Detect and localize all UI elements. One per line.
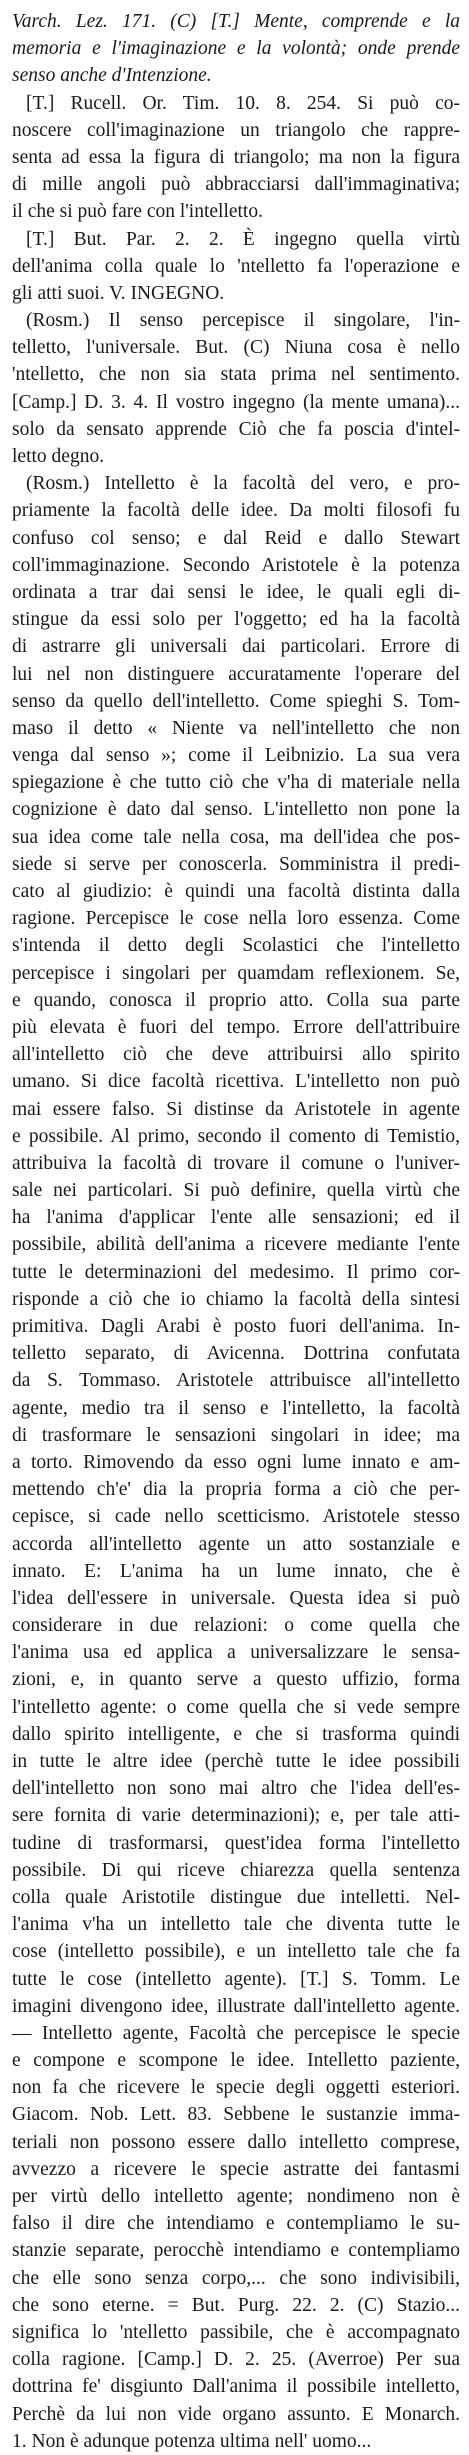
text-line: (Rosm.) Intelletto è la facoltà del vero, e pro-: [26, 473, 460, 495]
text-line: imagini divengono idee, illustrate dall'intelletto agente.: [12, 1995, 460, 2017]
text-line: venga dal senso »; come il Leibnizio. La sua vera: [12, 745, 460, 767]
text-line: in tutte le altre idee (perchè tutte le idee possibili: [12, 1751, 460, 1772]
text-line: che elle sono senza corpo,... che sono indivisibili,: [12, 2267, 460, 2289]
text-line: colla ragione. [Camp.] D. 2. 25. (Averroe) Per sua: [12, 2349, 460, 2371]
text-line: [Camp.] D. 3. 4. Il vostro ingegno (la mente umana)...: [12, 391, 460, 413]
text-line: senso anche d'Intenzione.: [12, 65, 212, 87]
text-line: l'idea dell'essere in universale. Questa idea si può: [12, 1587, 460, 1609]
text-line: di trasformare le sensazioni singolari in idee; ma: [12, 1424, 460, 1446]
text-line: risponde a ciò che io chiamo la facoltà della sintesi: [12, 1288, 460, 1310]
text-line: possibile, abilità dell'anima a ricevere mediante l'ente: [12, 1234, 460, 1256]
text-line: Perchè da lui non vide organo assunto. E Monarch.: [12, 2403, 460, 2425]
text-line: memoria e l'imaginazione e la volontà; onde prende: [12, 38, 460, 60]
text-line: telletto, l'universale. But. (C) Niuna cosa è nello: [12, 337, 460, 359]
text-line: mai essere falso. Si distinse da Aristotele in agente: [12, 1098, 460, 1120]
text-line: tudine di trasformarsi, quest'idea forma l'intelletto: [12, 1832, 460, 1854]
text-line: ragione. Percepisce le cose nella loro essenza. Come: [12, 908, 460, 930]
text-line: e compone e scompone le idee. Intelletto paziente,: [12, 2050, 460, 2072]
text-line: siede si serve per conoscerla. Somministra il predi-: [12, 853, 460, 875]
text-line: sale nei particolari. Si può definire, quella virtù che: [12, 1180, 460, 1202]
text-line: tutte le determinazioni del medesimo. Il primo cor-: [12, 1261, 460, 1283]
text-line: e possibile. Al primo, secondo il comento di Temistio,: [12, 1125, 460, 1147]
text-line: che sono eterne. = But. Purg. 22. 2. (C) Stazio...: [12, 2294, 460, 2316]
text-line: primitiva. Dagli Arabi è posto fuori dell'anima. In-: [12, 1316, 460, 1337]
text-line: noscere coll'imaginazione un triangolo che rappre-: [12, 119, 460, 141]
text-line: senta ad essa la figura di triangolo; ma non la figura: [12, 146, 460, 168]
text-line: teriali non possono essere dallo intelletto comprese,: [12, 2131, 460, 2153]
text-line: telletto separato, di Avicenna. Dottrina confutata: [12, 1343, 460, 1365]
text-line: colla quale Aristotile distingue due intelletti. Nel-: [12, 1886, 460, 1908]
text-line: per virtù dello intelletto agente; nondimeno non è: [12, 2186, 460, 2207]
text-line: stingue da essi solo per l'oggetto; ed ha la facoltà: [12, 609, 460, 631]
text-line: spiegazione è che tutto ciò che v'ha di materiale nella: [12, 772, 460, 794]
text-line: ordinata a trar dai sensi le idee, le quali egli di-: [12, 581, 460, 603]
text-line: sere fornita di varie determinazioni); e, per tale atti-: [12, 1805, 460, 1827]
text-line: avvezzo a ricevere le specie astratte dei fantasmi: [12, 2158, 460, 2180]
text-line: Varch. Lez. 171. (C) [T.] Mente, comprende e la: [12, 11, 460, 32]
text-line: accorda all'intelletto agente un atto sostanziale e: [12, 1533, 460, 1555]
text-line: dell'anima colla quale lo 'ntelletto fa l'operazione e: [12, 255, 460, 277]
text-line: cognizione è dato dal senso. L'intelletto non pone la: [12, 799, 460, 821]
text-line: priamente la facoltà delle idee. Da molti filosofi fu: [12, 500, 460, 522]
text-line: innato. E: L'anima ha un lume innato, che è: [12, 1560, 460, 1582]
text-line: percepisce i singolari per quamdam reflexionem. Se,: [12, 962, 460, 984]
text-line: 'ntelletto, che non sia stata prima nel sentimento.: [12, 364, 460, 386]
text-line: zioni, e, in quanto serve a questo uffizio, forma: [12, 1669, 460, 1691]
text-line: dottrina fe' disgiunto Dall'anima il possibile intelletto,: [12, 2376, 460, 2398]
text-line: mettendo ch'e' dia la propria forma a ciò che per-: [12, 1479, 460, 1501]
text-line: umano. Si dice facoltà ricettiva. L'intelletto non può: [12, 1071, 460, 1093]
text-line: l'intelletto agente: o come quella che si vede sempre: [12, 1696, 460, 1718]
text-line: 1. Non è adunque potenza ultima nell' uomo...: [12, 2430, 372, 2452]
text-line: lui nel non distinguere accuratamente l'operare del: [12, 663, 460, 685]
text-line: maso il detto « Niente va nell'intelletto che non: [12, 717, 460, 739]
text-line: (Rosm.) Il senso percepisce il singolare, l'in-: [26, 310, 460, 332]
text-line: stanzie separate, perocchè intendiamo e contempliamo: [12, 2240, 460, 2262]
text-line: cato al giudizio: è quindi una facoltà distinta dalla: [12, 881, 460, 902]
text-line: tutte le cose (intelletto agente). [T.] S. Tomm. Le: [12, 1968, 460, 1990]
text-line: [T.] But. Par. 2. 2. È ingegno quella virtù: [26, 228, 460, 250]
text-line: più elevata è fuori del tempo. Errore dell'attribuire: [12, 1016, 460, 1038]
text-line: possibile. Di qui riceve chiarezza quella sentenza: [12, 1859, 460, 1881]
text-line: considerare in due relazioni: o come quella che: [12, 1615, 460, 1637]
text-line: senso da quello dell'intelletto. Come spieghi S. Tom-: [12, 690, 460, 712]
text-line: gli atti suoi. V. INGEGNO.: [12, 282, 225, 304]
text-line: confuso col senso; e dal Reid e dallo Stewart: [12, 527, 460, 549]
text-line: significa lo 'ntelletto passibile, che è accompagnato: [12, 2321, 460, 2343]
text-line: s'intenda il detto degli Scolastici che l'intelletto: [12, 935, 460, 957]
text-line: di astrarre gli universali dai particolari. Errore di: [12, 636, 460, 658]
text-line: a torto. Rimovendo da esso ogni lume innato e am-: [12, 1451, 460, 1473]
text-line: cepisce, si cade nello scetticismo. Aristotele stesso: [12, 1506, 460, 1528]
text-line: falso il dire che intendiamo e contempliamo le su-: [12, 2213, 460, 2235]
text-line: attribuiva la facoltà di trovare il comune o l'univer-: [12, 1152, 460, 1174]
text-line: dell'intelletto non sono mai altro che l'idea dell'es-: [12, 1778, 460, 1800]
text-line: cose (intelletto possibile), e un intelletto tale che fa: [12, 1941, 460, 1963]
text-line: coll'immaginazione. Secondo Aristotele è la potenza: [12, 554, 460, 576]
text-line: di mille angoli può abbracciarsi dall'immaginativa;: [12, 174, 460, 196]
text-line: l'anima v'ha un intelletto tale che diventa tutte le: [12, 1914, 460, 1936]
text-line: sua idea come tale nella cosa, ma dell'idea che pos-: [12, 826, 460, 848]
text-line: agente, medio tra il senso e l'intelletto, la facoltà: [12, 1397, 460, 1419]
text-line: — Intelletto agente, Facoltà che percepisce le specie: [12, 2022, 460, 2044]
text-line: letto degno.: [12, 446, 105, 467]
text-line: e quando, conosca il proprio atto. Colla sua parte: [12, 989, 460, 1011]
text-line: [T.] Rucell. Or. Tim. 10. 8. 254. Si può co-: [26, 92, 460, 114]
text-line: l'anima usa ed applica a universalizzare le sensa-: [12, 1642, 460, 1664]
text-line: ha l'anima d'applicar l'ente alle sensazioni; ed il: [12, 1207, 460, 1229]
text-line: all'intelletto ciò che deve attribuirsi allo spirito: [12, 1044, 460, 1066]
text-line: il che si può fare con l'intelletto.: [12, 201, 263, 223]
text-line: da S. Tommaso. Aristotele attribuisce all'intelletto: [12, 1370, 460, 1392]
text-line: solo da sensato apprende Ciò che fa poscia d'intel-: [12, 418, 460, 440]
text-line: dallo spirito intelligente, e che si trasforma quindi: [12, 1723, 460, 1745]
text-line: non fa che ricevere le specie degli oggetti esteriori.: [12, 2077, 460, 2099]
text-line: Giacom. Nob. Lett. 83. Sebbene le sustanzie imma-: [12, 2104, 460, 2126]
